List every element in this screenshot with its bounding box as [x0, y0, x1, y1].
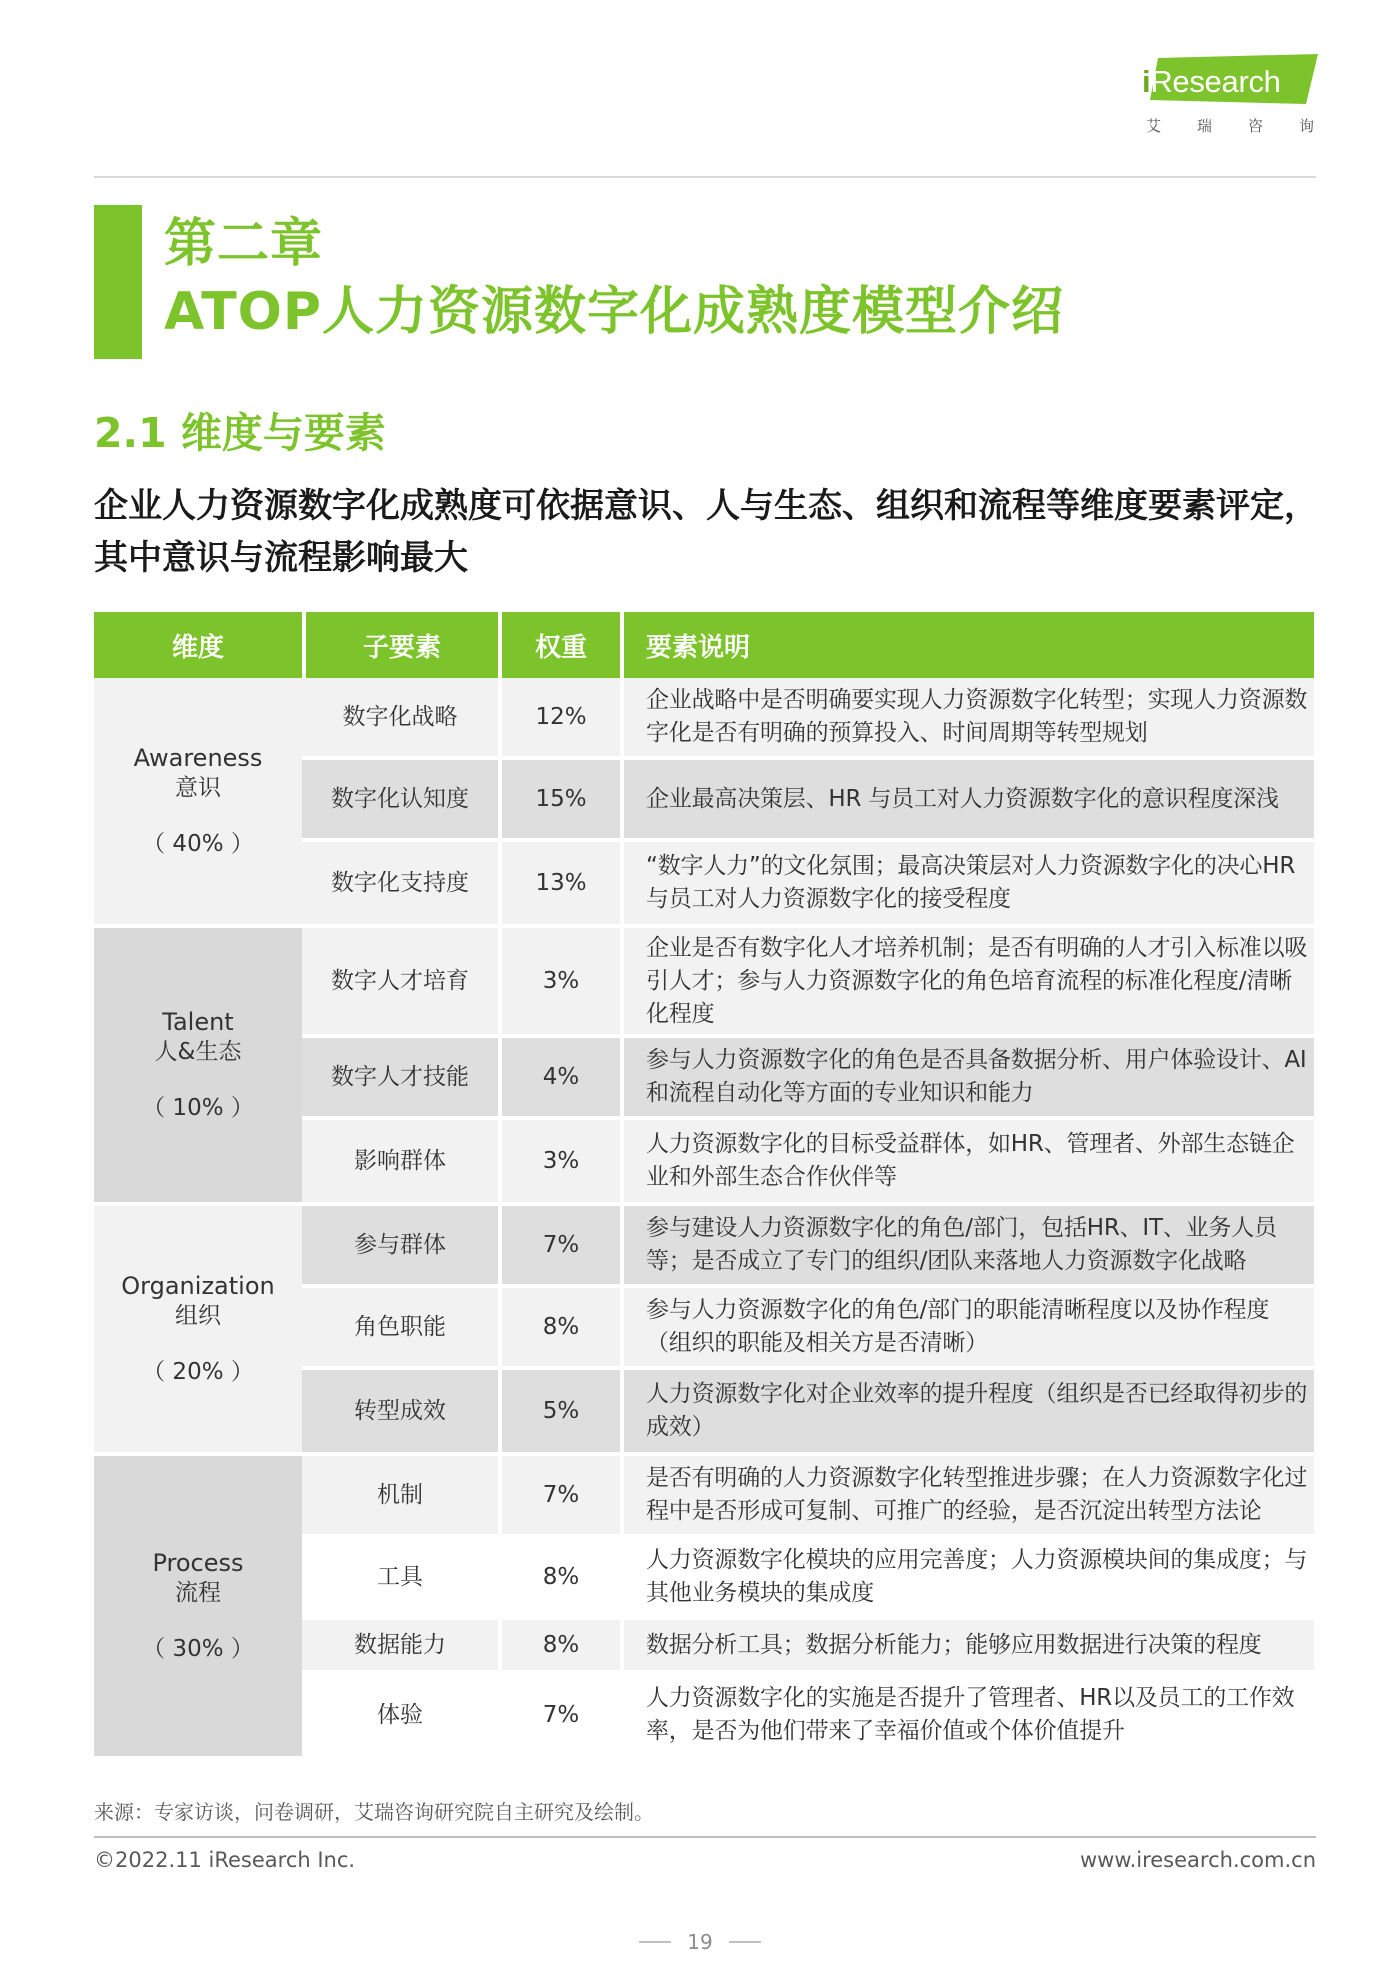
dimension-chinese: 意识	[175, 775, 221, 801]
dimension-english: Awareness	[133, 744, 263, 772]
description: “数字人力”的文化氛围；最高决策层对人力资源数字化的决心HR 与员工对人力资源数字化的接受程度	[620, 842, 1314, 924]
chapter-number: 第二章	[164, 214, 324, 274]
sub-element: 参与群体	[302, 1206, 498, 1284]
sub-element: 数字人才培育	[302, 928, 498, 1034]
weight: 13%	[498, 842, 620, 924]
sub-element: 转型成效	[302, 1370, 498, 1452]
table-row	[302, 678, 1314, 760]
group-awareness	[94, 678, 1314, 928]
table-row	[302, 1620, 1314, 1674]
weight: 4%	[498, 1038, 620, 1116]
description: 参与人力资源数字化的角色是否具备数据分析、用户体验设计、AI和流程自动化等方面的专业知识和能力	[620, 1038, 1314, 1116]
description: 参与人力资源数字化的角色/部门的职能清晰程度以及协作程度（组织的职能及相关方是否清晰）	[620, 1288, 1314, 1366]
description: 人力资源数字化对企业效率的提升程度（组织是否已经取得初步的成效）	[620, 1370, 1314, 1452]
weight: 3%	[498, 1120, 620, 1202]
description: 是否有明确的人力资源数字化转型推进步骤；在人力资源数字化过程中是否形成可复制、可推广的经验，是否沉淀出转型方法论	[620, 1456, 1314, 1534]
weight: 8%	[498, 1538, 620, 1616]
header-dimension: 维度	[94, 612, 302, 678]
dimension-label	[94, 928, 302, 1202]
copyright: ©2022.11 iResearch Inc.	[94, 1848, 356, 1872]
group-talent	[94, 928, 1314, 1206]
dimension-chinese: 流程	[175, 1580, 221, 1606]
sub-element: 数据能力	[302, 1620, 498, 1670]
dimension-label	[94, 1206, 302, 1452]
weight: 7%	[498, 1674, 620, 1756]
table-row	[302, 1538, 1314, 1620]
table-row	[302, 928, 1314, 1038]
table-row	[302, 842, 1314, 924]
dimension-weight: （ 30% ）	[142, 1636, 254, 1662]
sub-element: 机制	[302, 1456, 498, 1534]
sub-element: 数字化支持度	[302, 842, 498, 924]
dimension-label	[94, 1456, 302, 1756]
group-organization	[94, 1206, 1314, 1456]
logo-chinese-name: 艾 瑞 咨 询	[1146, 117, 1314, 135]
table-row	[302, 1120, 1314, 1202]
sub-element: 体验	[302, 1674, 498, 1756]
chapter-name: ATOP人力资源数字化成熟度模型介绍	[164, 282, 1064, 342]
dimension-chinese: 组织	[175, 1303, 221, 1329]
description: 企业是否有数字化人才培养机制；是否有明确的人才引入标准以吸引人才；参与人力资源数字化的角色培育流程的标准化程度/清晰化程度	[620, 928, 1314, 1034]
sub-element: 数字化战略	[302, 678, 498, 756]
website-link[interactable]: www.iresearch.com.cn	[1079, 1848, 1316, 1872]
maturity-model-table	[94, 612, 1314, 1756]
dimension-weight: （ 40% ）	[142, 831, 254, 857]
header-weight: 权重	[498, 612, 620, 678]
sub-element: 影响群体	[302, 1120, 498, 1202]
weight: 7%	[498, 1206, 620, 1284]
dimension-english: Organization	[121, 1272, 275, 1300]
dimension-english: Process	[152, 1549, 244, 1577]
header-sub-element: 子要素	[302, 612, 498, 678]
description: 人力资源数字化模块的应用完善度；人力资源模块间的集成度；与其他业务模块的集成度	[620, 1538, 1314, 1616]
page-dash-left	[639, 1941, 671, 1943]
table-row	[302, 760, 1314, 842]
description: 数据分析工具；数据分析能力；能够应用数据进行决策的程度	[620, 1620, 1314, 1670]
description: 企业战略中是否明确要实现人力资源数字化转型；实现人力资源数字化是否有明确的预算投入、时间周期等转型规划	[620, 678, 1314, 756]
description: 企业最高决策层、HR 与员工对人力资源数字化的意识程度深浅	[620, 760, 1314, 838]
sub-element: 数字人才技能	[302, 1038, 498, 1116]
table-row	[302, 1206, 1314, 1288]
table-header-row	[94, 612, 1314, 678]
page-dash-right	[729, 1941, 761, 1943]
header-divider	[94, 176, 1316, 178]
logo-wordmark: iResearch	[1142, 64, 1281, 99]
weight: 7%	[498, 1456, 620, 1534]
weight: 8%	[498, 1620, 620, 1670]
header-description: 要素说明	[620, 612, 1314, 678]
group-process	[94, 1456, 1314, 1756]
section-title: 2.1 维度与要素	[94, 409, 386, 457]
chapter-title	[164, 210, 1064, 346]
dimension-label	[94, 678, 302, 924]
dimension-weight: （ 10% ）	[142, 1095, 254, 1121]
footer-divider	[94, 1836, 1316, 1838]
page-number	[620, 1930, 780, 1954]
weight: 8%	[498, 1288, 620, 1366]
dimension-english: Talent	[162, 1008, 234, 1036]
sub-element: 角色职能	[302, 1288, 498, 1366]
table-row	[302, 1288, 1314, 1370]
description: 人力资源数字化的实施是否提升了管理者、HR以及员工的工作效率，是否为他们带来了幸福价值或个体价值提升	[620, 1674, 1314, 1756]
table-row	[302, 1038, 1314, 1120]
page-number-value: 19	[687, 1930, 713, 1954]
description: 参与建设人力资源数字化的角色/部门，包括HR、IT、业务人员等；是否成立了专门的组织/团队来落地人力资源数字化战略	[620, 1206, 1314, 1284]
sub-element: 数字化认知度	[302, 760, 498, 838]
source-note: 来源：专家访谈，问卷调研，艾瑞咨询研究院自主研究及绘制。	[94, 1800, 654, 1824]
lead-paragraph: 企业人力资源数字化成熟度可依据意识、人与生态、组织和流程等维度要素评定，其中意识与流程影响最大	[94, 486, 1318, 578]
table-row	[302, 1370, 1314, 1452]
chapter-accent-bar	[94, 205, 142, 359]
weight: 5%	[498, 1370, 620, 1452]
iresearch-logo	[1140, 54, 1318, 142]
dimension-weight: （ 20% ）	[142, 1359, 254, 1385]
weight: 15%	[498, 760, 620, 838]
description: 人力资源数字化的目标受益群体，如HR、管理者、外部生态链企业和外部生态合作伙伴等	[620, 1120, 1314, 1202]
table-row	[302, 1674, 1314, 1756]
sub-element: 工具	[302, 1538, 498, 1616]
table-row	[302, 1456, 1314, 1538]
weight: 12%	[498, 678, 620, 756]
dimension-chinese: 人&生态	[154, 1039, 242, 1065]
weight: 3%	[498, 928, 620, 1034]
